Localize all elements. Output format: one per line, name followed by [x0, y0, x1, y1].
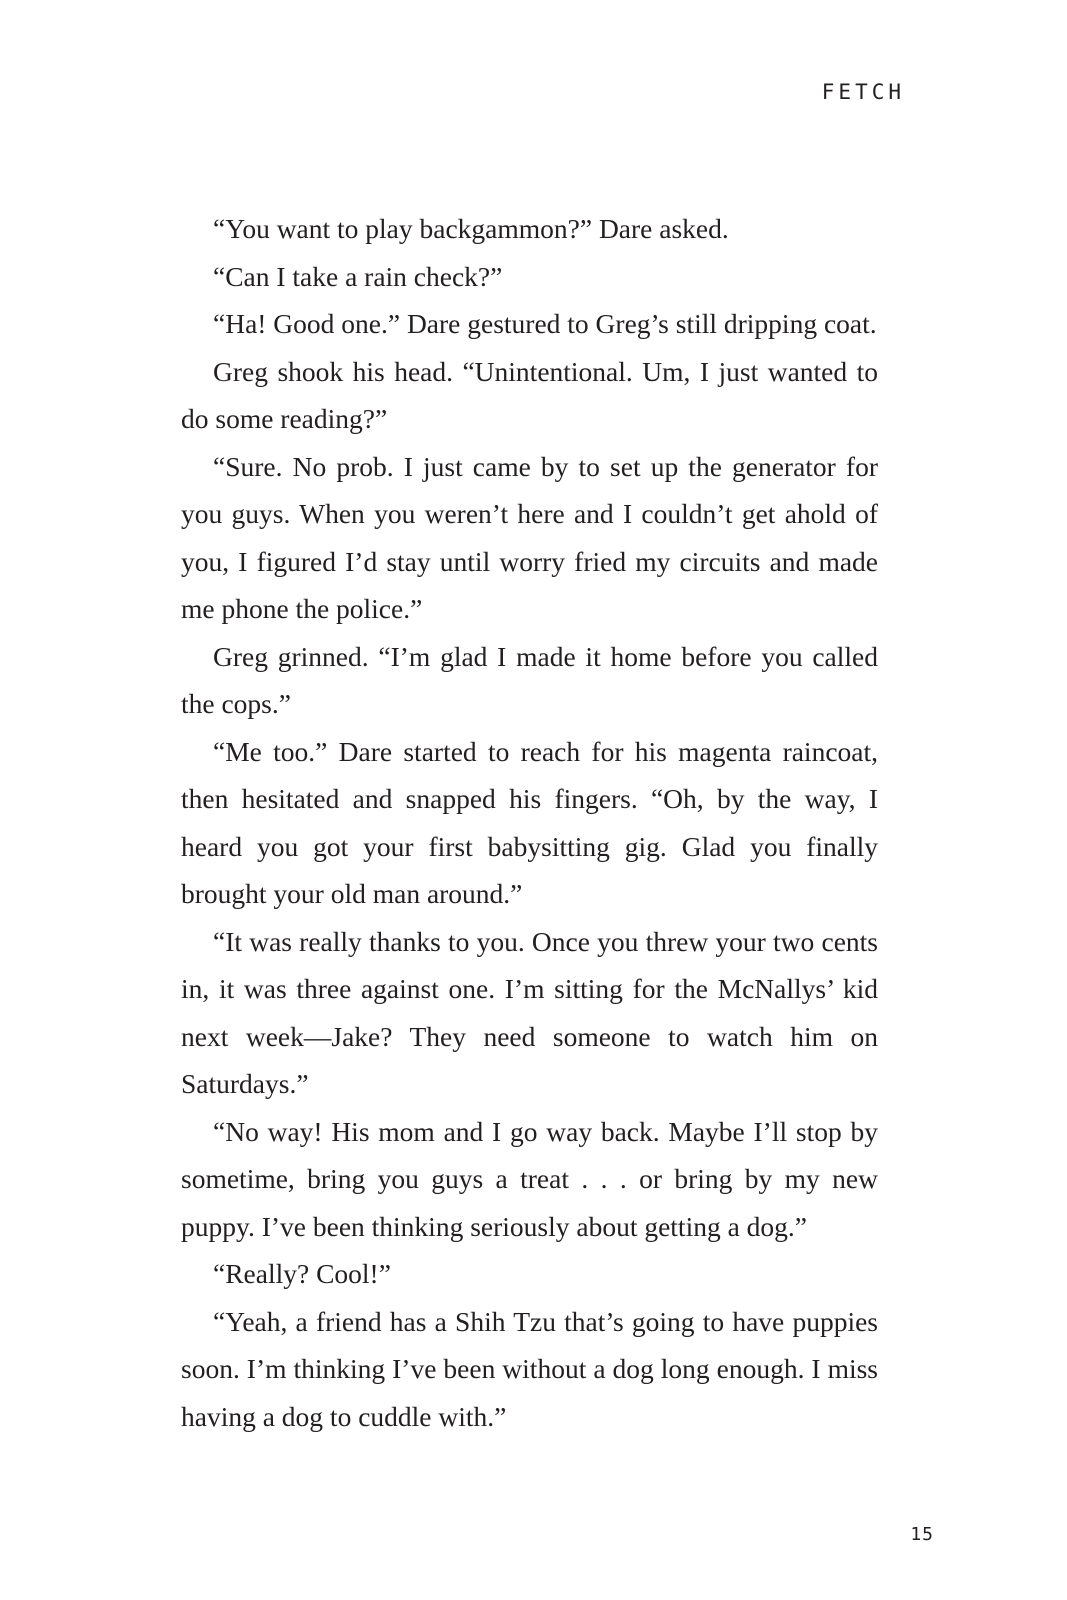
page-number: 15 — [910, 1524, 934, 1545]
paragraph: Greg grinned. “I’m glad I made it home before you called the cops.” — [181, 640, 878, 719]
paragraph: “Really? Cool!” — [213, 1258, 391, 1289]
paragraph: Greg shook his head. “Unintentional. Um, I just wanted to do some reading?” — [181, 355, 878, 434]
paragraph: “It was really thanks to you. Once you threw your two cents in, it was three against one. I’m sitting for the McNallys’ kid next week—Jake? They need someone to watch him on Saturdays.” — [181, 925, 878, 1099]
running-head-title: FETCH — [821, 80, 905, 104]
body-text — [181, 205, 878, 1440]
paragraph: “You want to play backgammon?” Dare asked. — [213, 213, 729, 244]
paragraph: “Yeah, a friend has a Shih Tzu that’s going to have puppies soon. I’m thinking I’ve been without a dog long enough. I miss having a dog to cuddle with.” — [181, 1305, 878, 1432]
paragraph: “Ha! Good one.” Dare gestured to Greg’s still dripping coat. — [213, 308, 877, 339]
paragraph: “Sure. No prob. I just came by to set up the generator for you guys. When you weren’t here and I couldn’t get ahold of you, I figured I’d stay until worry fried my circuits and made me phone the police.” — [181, 450, 878, 624]
paragraph: “Me too.” Dare started to reach for his magenta raincoat, then hesitated and snapped his fingers. “Oh, by the way, I heard you got your first babysitting gig. Glad you finally brought your old man around.” — [181, 735, 878, 909]
paragraph: “No way! His mom and I go way back. Maybe I’ll stop by sometime, bring you guys a treat . . . or bring by my new puppy. I’ve been thinking seriously about getting a dog.” — [181, 1115, 878, 1242]
paragraph: “Can I take a rain check?” — [213, 260, 503, 292]
